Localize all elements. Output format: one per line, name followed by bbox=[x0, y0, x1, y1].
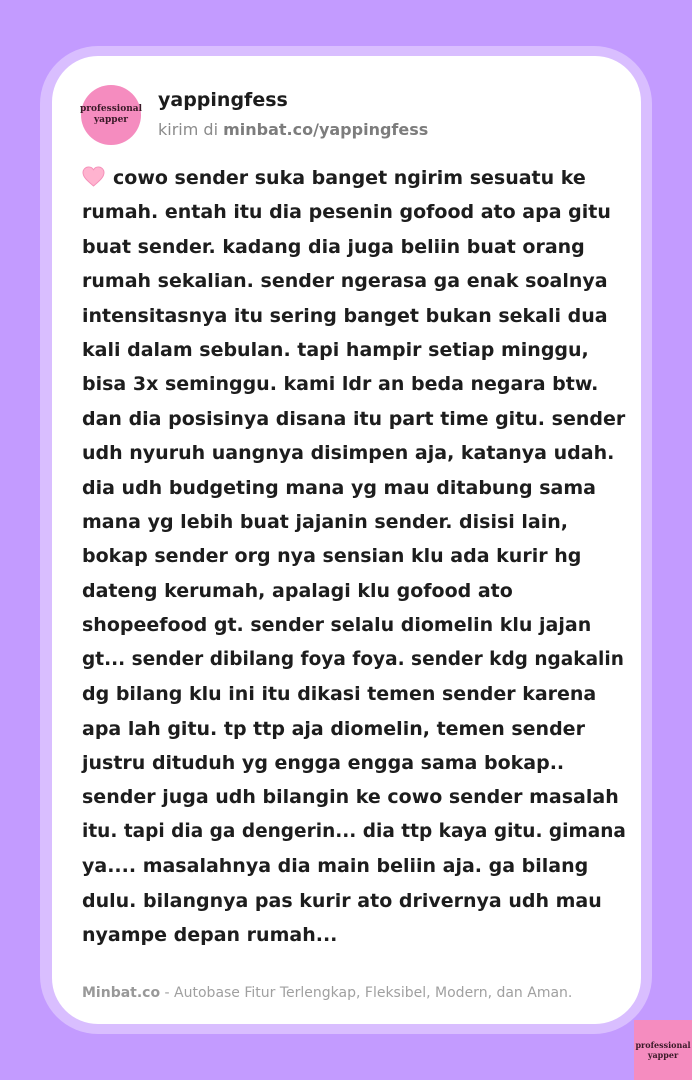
post-line: shopeefood gt. sender selalu diomelin klu jajan bbox=[82, 614, 592, 637]
send-prefix: kirim di bbox=[158, 120, 219, 139]
post-line: bisa 3x seminggu. kami ldr an beda negara btw. bbox=[82, 373, 599, 396]
watermark-text-line2: yapper bbox=[647, 1050, 679, 1060]
post-line: sender juga udh bilangin ke cowo sender masalah bbox=[82, 786, 619, 809]
post-line: dg bilang klu ini itu dikasi temen sender karena bbox=[82, 683, 597, 706]
avatar[interactable] bbox=[81, 85, 141, 145]
post-line: justru dituduh yg engga engga sama bokap.. bbox=[82, 751, 565, 774]
post-line bbox=[82, 161, 627, 195]
post-line-text: cowo sender suka banget ngirim sesuatu ke bbox=[113, 167, 586, 189]
post-line: apa lah gitu. tp ttp aja diomelin, temen sender bbox=[82, 717, 585, 740]
post-line: dan dia posisinya disana itu part time gitu. sender bbox=[82, 407, 626, 430]
avatar-text-line1: professional bbox=[80, 104, 142, 114]
post-body bbox=[82, 161, 627, 952]
post-line: intensitasnya itu sering banget bukan sekali dua bbox=[82, 304, 608, 327]
post-line: nyampe depan rumah... bbox=[82, 923, 338, 946]
post-line: udh nyuruh uangnya disimpen aja, katanya udah. bbox=[82, 442, 615, 465]
footer bbox=[82, 985, 572, 1001]
post-line: dateng kerumah, apalagi klu gofood ato bbox=[82, 579, 513, 602]
post-line: buat sender. kadang dia juga beliin buat orang bbox=[82, 235, 585, 258]
account-username[interactable]: yappingfess bbox=[158, 89, 288, 111]
post-line: mana yg lebih buat jajanin sender. disisi lain, bbox=[82, 511, 568, 534]
post-line: dia udh budgeting mana yg mau ditabung sama bbox=[82, 476, 596, 499]
footer-tagline: - Autobase Fitur Terlengkap, Fleksibel, Modern, dan Aman. bbox=[160, 985, 573, 1001]
post-line: rumah sekalian. sender ngerasa ga enak soalnya bbox=[82, 270, 608, 293]
pink-heart-icon bbox=[82, 166, 105, 187]
footer-brand-link[interactable]: Minbat.co bbox=[82, 985, 161, 1001]
post-line: rumah. entah itu dia pesenin gofood ato apa gitu bbox=[82, 201, 611, 224]
send-line bbox=[158, 120, 428, 139]
avatar-text-line2: yapper bbox=[93, 115, 129, 125]
send-link[interactable]: minbat.co/yappingfess bbox=[223, 120, 429, 139]
watermark-text-line1: professional bbox=[635, 1040, 691, 1050]
post-line: kali dalam sebulan. tapi hampir setiap minggu, bbox=[82, 339, 589, 362]
post-line: bokap sender org nya sensian klu ada kurir hg bbox=[82, 545, 582, 568]
watermark-logo bbox=[634, 1020, 692, 1080]
post-line: dulu. bilangnya pas kurir ato drivernya udh mau bbox=[82, 889, 602, 912]
post-line: ya.... masalahnya dia main beliin aja. ga bilang bbox=[82, 855, 589, 878]
post-line: gt... sender dibilang foya foya. sender kdg ngakalin bbox=[82, 648, 624, 670]
post-line: itu. tapi dia ga dengerin... dia ttp kaya gitu. gimana bbox=[82, 820, 626, 842]
